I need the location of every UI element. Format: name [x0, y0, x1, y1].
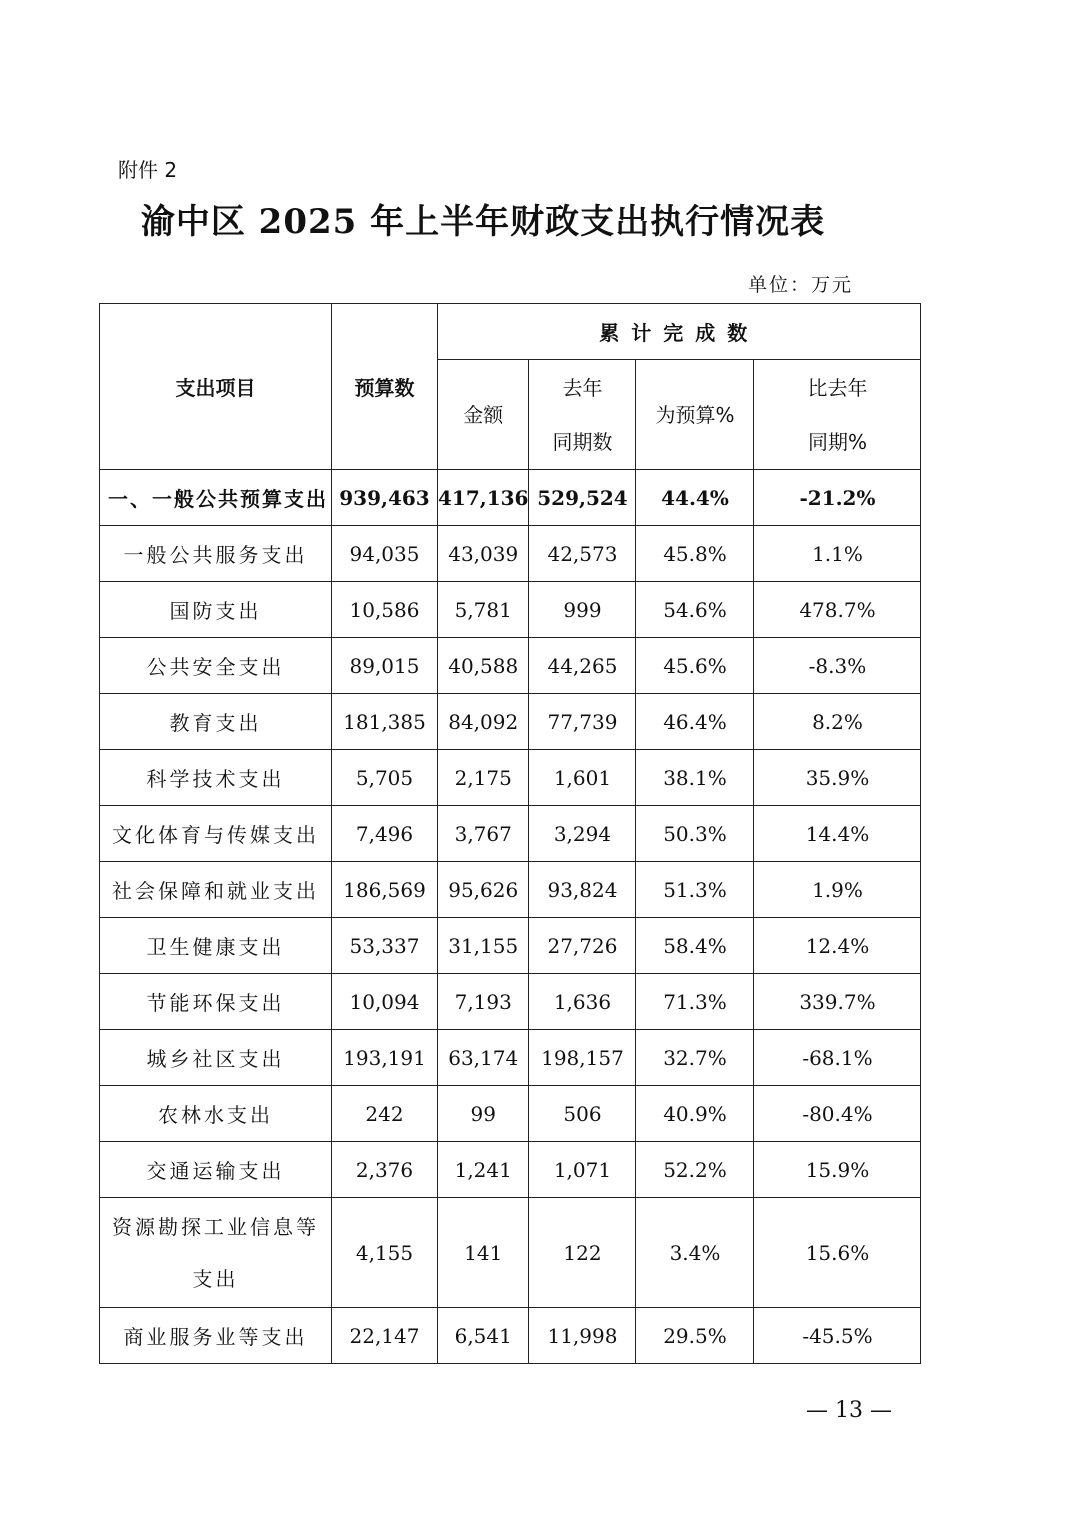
cell-name: 国防支出 — [100, 582, 332, 638]
table-row — [100, 694, 921, 750]
table-row — [100, 918, 921, 974]
cell-amount: 99 — [438, 1086, 529, 1142]
table-row — [100, 526, 921, 582]
cell-last-year: 999 — [529, 582, 636, 638]
cell-yoy: -8.3% — [754, 638, 921, 694]
cell-name: 社会保障和就业支出 — [100, 862, 332, 918]
cell-budget: 181,385 — [332, 694, 438, 750]
cell-pct-budget: 29.5% — [636, 1308, 754, 1364]
cell-yoy: -21.2% — [754, 470, 921, 526]
cell-last-year: 27,726 — [529, 918, 636, 974]
cell-last-year: 529,524 — [529, 470, 636, 526]
cell-last-year: 1,601 — [529, 750, 636, 806]
table-row — [100, 1030, 921, 1086]
cell-last-year: 1,071 — [529, 1142, 636, 1198]
cell-amount: 31,155 — [438, 918, 529, 974]
cell-yoy: 12.4% — [754, 918, 921, 974]
header-budget: 预算数 — [332, 304, 438, 470]
cell-budget: 94,035 — [332, 526, 438, 582]
table-row — [100, 1198, 921, 1308]
table-row — [100, 1086, 921, 1142]
cell-amount: 6,541 — [438, 1308, 529, 1364]
cell-last-year: 44,265 — [529, 638, 636, 694]
header-last-year-line1: 去年 — [562, 375, 603, 400]
table-row — [100, 1142, 921, 1198]
cell-last-year: 42,573 — [529, 526, 636, 582]
header-last-year — [529, 360, 636, 470]
cell-name: 文化体育与传媒支出 — [100, 806, 332, 862]
cell-budget: 89,015 — [332, 638, 438, 694]
cell-name: 节能环保支出 — [100, 974, 332, 1030]
cell-name: 卫生健康支出 — [100, 918, 332, 974]
cell-yoy: -68.1% — [754, 1030, 921, 1086]
cell-name-line1: 资源勘探工业信息等 — [112, 1214, 319, 1239]
cell-pct-budget: 54.6% — [636, 582, 754, 638]
cell-yoy: -80.4% — [754, 1086, 921, 1142]
cell-pct-budget: 38.1% — [636, 750, 754, 806]
cell-yoy: 478.7% — [754, 582, 921, 638]
cell-budget: 939,463 — [332, 470, 438, 526]
cell-yoy: 8.2% — [754, 694, 921, 750]
cell-pct-budget: 71.3% — [636, 974, 754, 1030]
cell-budget: 22,147 — [332, 1308, 438, 1364]
header-yoy-line2: 同期% — [807, 429, 867, 454]
cell-amount: 43,039 — [438, 526, 529, 582]
cell-amount: 141 — [438, 1198, 529, 1308]
cell-pct-budget: 50.3% — [636, 806, 754, 862]
document-title: 渝中区 2025 年上半年财政支出执行情况表 — [140, 202, 826, 242]
table-row — [100, 862, 921, 918]
cell-amount: 417,136 — [438, 470, 529, 526]
cell-name: 科学技术支出 — [100, 750, 332, 806]
cell-budget: 4,155 — [332, 1198, 438, 1308]
cell-pct-budget: 51.3% — [636, 862, 754, 918]
cell-pct-budget: 46.4% — [636, 694, 754, 750]
page-number: — 13 — — [806, 1398, 892, 1423]
cell-amount: 63,174 — [438, 1030, 529, 1086]
cell-budget: 5,705 — [332, 750, 438, 806]
header-pct-budget: 为预算% — [636, 360, 754, 470]
table-row — [100, 806, 921, 862]
cell-yoy: 15.6% — [754, 1198, 921, 1308]
cell-name: 商业服务业等支出 — [100, 1308, 332, 1364]
cell-budget: 193,191 — [332, 1030, 438, 1086]
cell-amount: 84,092 — [438, 694, 529, 750]
cell-budget: 10,586 — [332, 582, 438, 638]
table-row — [100, 974, 921, 1030]
table-row — [100, 1308, 921, 1364]
cell-yoy: -45.5% — [754, 1308, 921, 1364]
cell-yoy: 15.9% — [754, 1142, 921, 1198]
cell-yoy: 35.9% — [754, 750, 921, 806]
table-row-total — [100, 470, 921, 526]
cell-last-year: 11,998 — [529, 1308, 636, 1364]
header-last-year-line2: 同期数 — [552, 429, 613, 454]
cell-last-year: 198,157 — [529, 1030, 636, 1086]
cell-amount: 1,241 — [438, 1142, 529, 1198]
header-yoy-line1: 比去年 — [807, 375, 868, 400]
cell-yoy: 339.7% — [754, 974, 921, 1030]
cell-amount: 40,588 — [438, 638, 529, 694]
cell-amount: 3,767 — [438, 806, 529, 862]
table-row — [100, 750, 921, 806]
cell-pct-budget: 52.2% — [636, 1142, 754, 1198]
table-row — [100, 582, 921, 638]
cell-name: 一般公共服务支出 — [100, 526, 332, 582]
cell-pct-budget: 45.6% — [636, 638, 754, 694]
cell-amount: 95,626 — [438, 862, 529, 918]
cell-amount: 2,175 — [438, 750, 529, 806]
cell-last-year: 506 — [529, 1086, 636, 1142]
cell-name: 农林水支出 — [100, 1086, 332, 1142]
header-item: 支出项目 — [100, 304, 332, 470]
cell-pct-budget: 44.4% — [636, 470, 754, 526]
cell-name: 城乡社区支出 — [100, 1030, 332, 1086]
cell-budget: 10,094 — [332, 974, 438, 1030]
cell-budget: 242 — [332, 1086, 438, 1142]
cell-yoy: 1.1% — [754, 526, 921, 582]
cell-budget: 53,337 — [332, 918, 438, 974]
cell-last-year: 3,294 — [529, 806, 636, 862]
attachment-label: 附件 2 — [118, 158, 178, 182]
cell-last-year: 93,824 — [529, 862, 636, 918]
cell-name: 公共安全支出 — [100, 638, 332, 694]
cell-last-year: 122 — [529, 1198, 636, 1308]
cell-name: 教育支出 — [100, 694, 332, 750]
cell-name: 交通运输支出 — [100, 1142, 332, 1198]
cell-pct-budget: 58.4% — [636, 918, 754, 974]
cell-name-line2: 支出 — [192, 1266, 239, 1291]
cell-amount: 5,781 — [438, 582, 529, 638]
cell-last-year: 77,739 — [529, 694, 636, 750]
cell-pct-budget: 40.9% — [636, 1086, 754, 1142]
cell-pct-budget: 45.8% — [636, 526, 754, 582]
cell-last-year: 1,636 — [529, 974, 636, 1030]
cell-pct-budget: 32.7% — [636, 1030, 754, 1086]
cell-budget: 186,569 — [332, 862, 438, 918]
cell-budget: 2,376 — [332, 1142, 438, 1198]
header-yoy — [754, 360, 921, 470]
cell-pct-budget: 3.4% — [636, 1198, 754, 1308]
cell-name — [100, 1198, 332, 1308]
cell-budget: 7,496 — [332, 806, 438, 862]
expenditure-table — [99, 303, 921, 1364]
cell-amount: 7,193 — [438, 974, 529, 1030]
cell-yoy: 1.9% — [754, 862, 921, 918]
table-row — [100, 638, 921, 694]
cell-yoy: 14.4% — [754, 806, 921, 862]
unit-label: 单位：万元 — [748, 274, 854, 296]
header-cumulative: 累计完成数 — [438, 304, 921, 360]
header-amount: 金额 — [438, 360, 529, 470]
cell-name: 一、一般公共预算支出 — [100, 470, 332, 526]
